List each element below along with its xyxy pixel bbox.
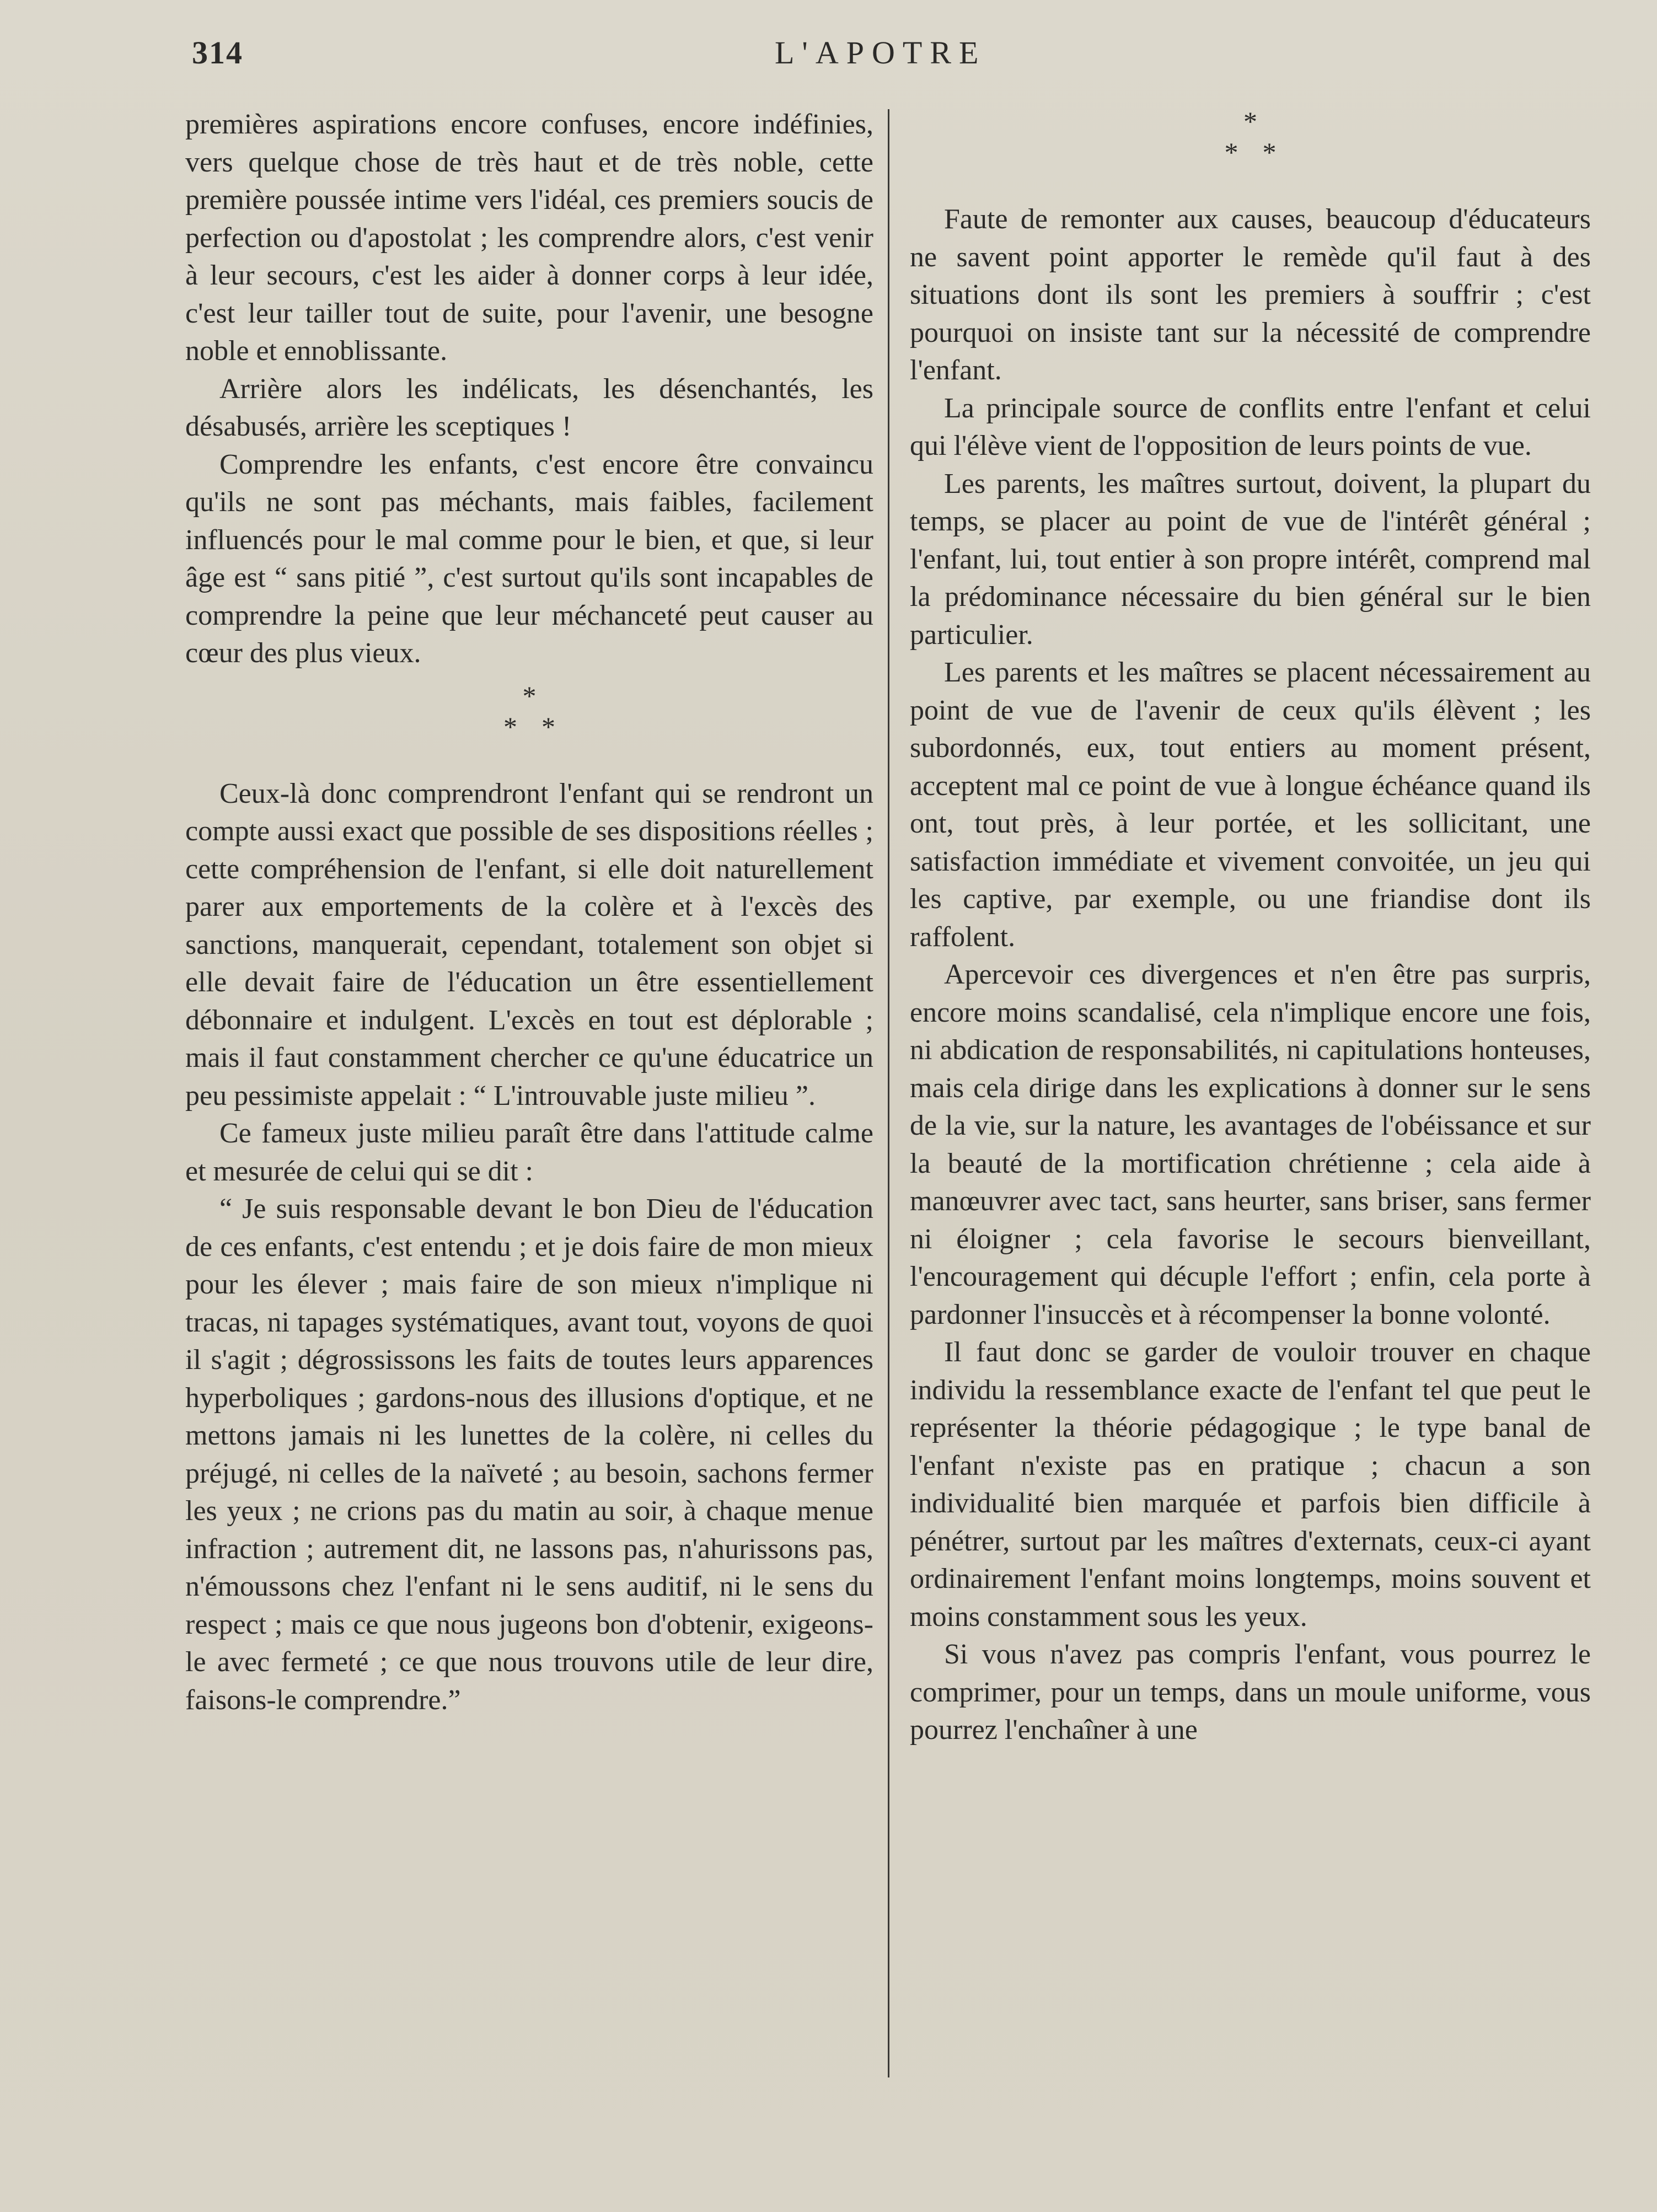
asterism-bottom-stars: ** bbox=[503, 711, 580, 742]
column-divider bbox=[888, 109, 889, 2077]
paragraph: Ceux-là donc comprendront l'enfant qui se rendront un compte aussi exact que possible de ses dispositions réelles ; cette compréhension de l'enfant, si elle doit naturellement parer aux emportements de la colère et à l'excès des sanctions, manquerait, cependant, totalement son objet si elle devait faire de l'éducation un être essentiellement débonnaire et indulgent. L'excès en tout est déplorable ; mais il faut constamment chercher ce qu'une éducatrice un peu pessimiste appelait : “ L'introuvable juste milieu ”. bbox=[185, 777, 873, 1112]
running-title: L'APOTRE bbox=[775, 35, 986, 71]
section-break-asterism bbox=[185, 680, 873, 742]
paragraph: premières aspirations encore confuses, encore indéfinies, vers quelque chose de très haut et de très noble, cette première poussée intime vers l'idéal, ces premiers soucis de perfection ou d'apostolat ; les comprendre alors, c'est venir à leur secours, c'est les aider à donner corps à leur idée, c'est leur tailler tout de suite, pour l'avenir, une besogne noble et ennoblissante. bbox=[185, 109, 873, 367]
paragraph: Apercevoir ces divergences et n'en être pas surpris, encore moins scandalisé, cela n'implique encore une fois, ni abdication de responsabilités, ni capitulations honteuses, mais cela dirige dans les explications à donner sur le sens de la vie, sur la nature, les avantages de l'obéissance et sur la beauté de la mortification chrétienne ; cela aide à manœuvrer avec tact, sans heurter, sans briser, sans fermer ni éloigner ; cela favorise le secours bienveillant, l'encouragement qui décuple l'effort ; enfin, cela porte à pardonner l'insuccès et à récompenser la bonne volonté. bbox=[910, 959, 1591, 1330]
paragraph: La principale source de conflits entre l'enfant et celui qui l'élève vient de l'opposition de leurs points de vue. bbox=[910, 392, 1591, 461]
paragraph: Les parents et les maîtres se placent nécessairement au point de vue de l'avenir de ceux qu'ils élèvent ; les subordonnés, eux, tout entiers au moment présent, acceptent mal ce point de vue à longue échéance quand ils ont, tout près, à leur portée, et les sollicitant, une satisfaction immédiate et vivement convoitée, un jeu qui les captive, par exemple, ou une friandise dont ils raffolent. bbox=[910, 657, 1591, 953]
right-column bbox=[910, 106, 1591, 1749]
asterism-bottom-stars: ** bbox=[1224, 137, 1301, 168]
paragraph: Comprendre les enfants, c'est encore être convaincu qu'ils ne sont pas méchants, mais faibles, facilement influencés pour le mal comme pour le bien, et que, si leur âge est “ sans pitié ”, c'est surtout qu'ils sont incapables de comprendre la peine que leur méchanceté peut causer au cœur des plus vieux. bbox=[185, 448, 873, 669]
paragraph: Ce fameux juste milieu paraît être dans l'attitude calme et mesurée de celui qui se dit : bbox=[185, 1118, 873, 1187]
section-break-asterism bbox=[910, 106, 1591, 168]
page-number: 314 bbox=[192, 35, 243, 71]
paragraph: Si vous n'avez pas compris l'enfant, vous pourrez le comprimer, pour un temps, dans un moule uniforme, vous pourrez l'enchaîner à une bbox=[910, 1639, 1591, 1746]
paragraph: Les parents, les maîtres surtout, doivent, la plupart du temps, se placer au point de vue de l'intérêt général ; l'enfant, lui, tout entier à son propre intérêt, comprend mal la prédominance nécessaire du bien général sur le bien particulier. bbox=[910, 468, 1591, 651]
left-column bbox=[185, 106, 873, 1719]
quotation-paragraph: “ Je suis responsable devant le bon Dieu de l'éducation de ces enfants, c'est entendu ; et je dois faire de mon mieux pour les élever ; mais faire de son mieux n'implique ni tracas, ni tapages systématiques, avant tout, voyons de quoi il s'agit ; dégrossissons les faits de toutes leurs apparences hyperboliques ; gardons-nous des illusions d'optique, et ne mettons jamais ni les lunettes de la colère, ni celles du préjugé, ni celles de la naïveté ; au besoin, sachons fermer les yeux ; ne crions pas du matin au soir, à chaque menue infraction ; autrement dit, ne lassons pas, n'ahurissons pas, n'émoussons chez l'enfant ni le sens auditif, ni le sens du respect ; mais ce que nous jugeons bon d'obtenir, exigeons-le avec fermeté ; ce que nous trouvons utile de leur dire, faisons-le comprendre.” bbox=[185, 1193, 873, 1716]
page-header bbox=[0, 34, 1657, 78]
paragraph: Il faut donc se garder de vouloir trouver en chaque individu la ressemblance exacte de l'enfant tel que peut le représenter la théorie pédagogique ; le type banal de l'enfant n'existe pas en pratique ; chacun a son individualité bien marquée et parfois bien difficile à pénétrer, surtout par les maîtres d'externats, ceux-ci ayant ordinairement l'enfant moins longtemps, moins souvent et moins constamment sous les yeux. bbox=[910, 1336, 1591, 1633]
asterism-top-star: * bbox=[1243, 106, 1257, 137]
asterism-top-star: * bbox=[522, 680, 537, 711]
paragraph: Arrière alors les indélicats, les désenchantés, les désabusés, arrière les sceptiques ! bbox=[185, 373, 873, 442]
paragraph: Faute de remonter aux causes, beaucoup d'éducateurs ne savent point apporter le remède qu'il faut à des situations dont ils sont les premiers à souffrir ; c'est pourquoi on insiste tant sur la nécessité de comprendre l'enfant. bbox=[910, 203, 1591, 386]
